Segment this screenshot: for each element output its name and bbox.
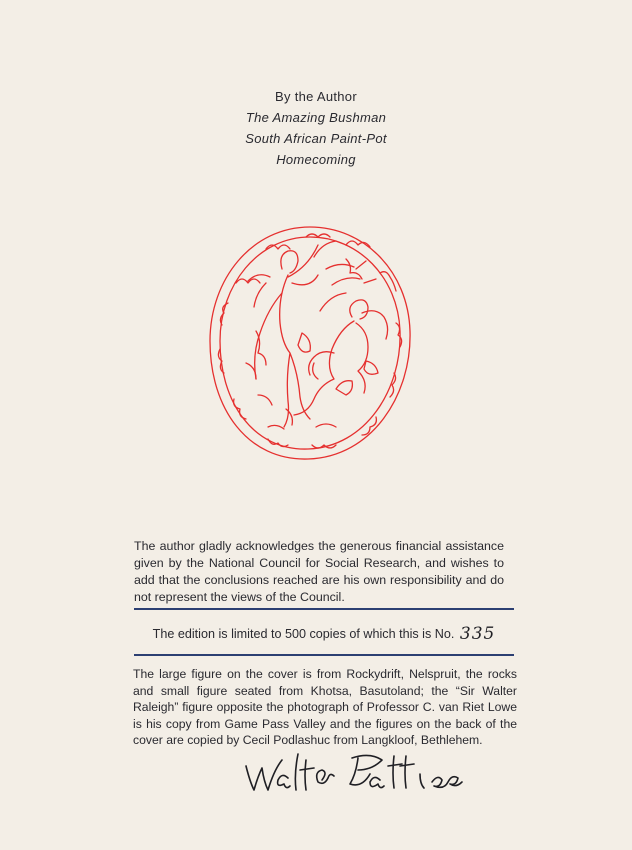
book-title: The Amazing Bushman: [245, 110, 387, 125]
author-signature: [240, 750, 470, 796]
limited-edition-text: The edition is limited to 500 copies of which this is No.: [152, 627, 455, 641]
handwritten-copy-number: 335: [459, 624, 496, 644]
book-title: Homecoming: [276, 152, 356, 167]
by-the-author-block: [0, 86, 632, 170]
divider-rule: [134, 608, 514, 610]
by-the-author-heading: By the Author: [275, 89, 357, 104]
limited-edition-line: [134, 624, 514, 643]
rock-art-seal-illustration: [196, 213, 424, 473]
divider-rule: [134, 654, 514, 656]
acknowledgement-paragraph: The author gladly acknowledges the generous financial assistance given by the National Council for Social Research, and wishes to add that the conclusions reached are his own responsibility and do not represent the views of the Council.: [134, 539, 504, 604]
book-title: South African Paint-Pot: [245, 131, 387, 146]
cover-figure-note-paragraph: The large figure on the cover is from Rockydrift, Nelspruit, the rocks and small figure seated from Khotsa, Basutoland; the “Sir Walter Raleigh” figure opposite the photograph of Professor C. van Riet Lowe is his copy from Game Pass Valley and the figures on the back of the cover are copied by Cecil Podlashuc from Langkloof, Bethlehem.: [133, 667, 517, 747]
